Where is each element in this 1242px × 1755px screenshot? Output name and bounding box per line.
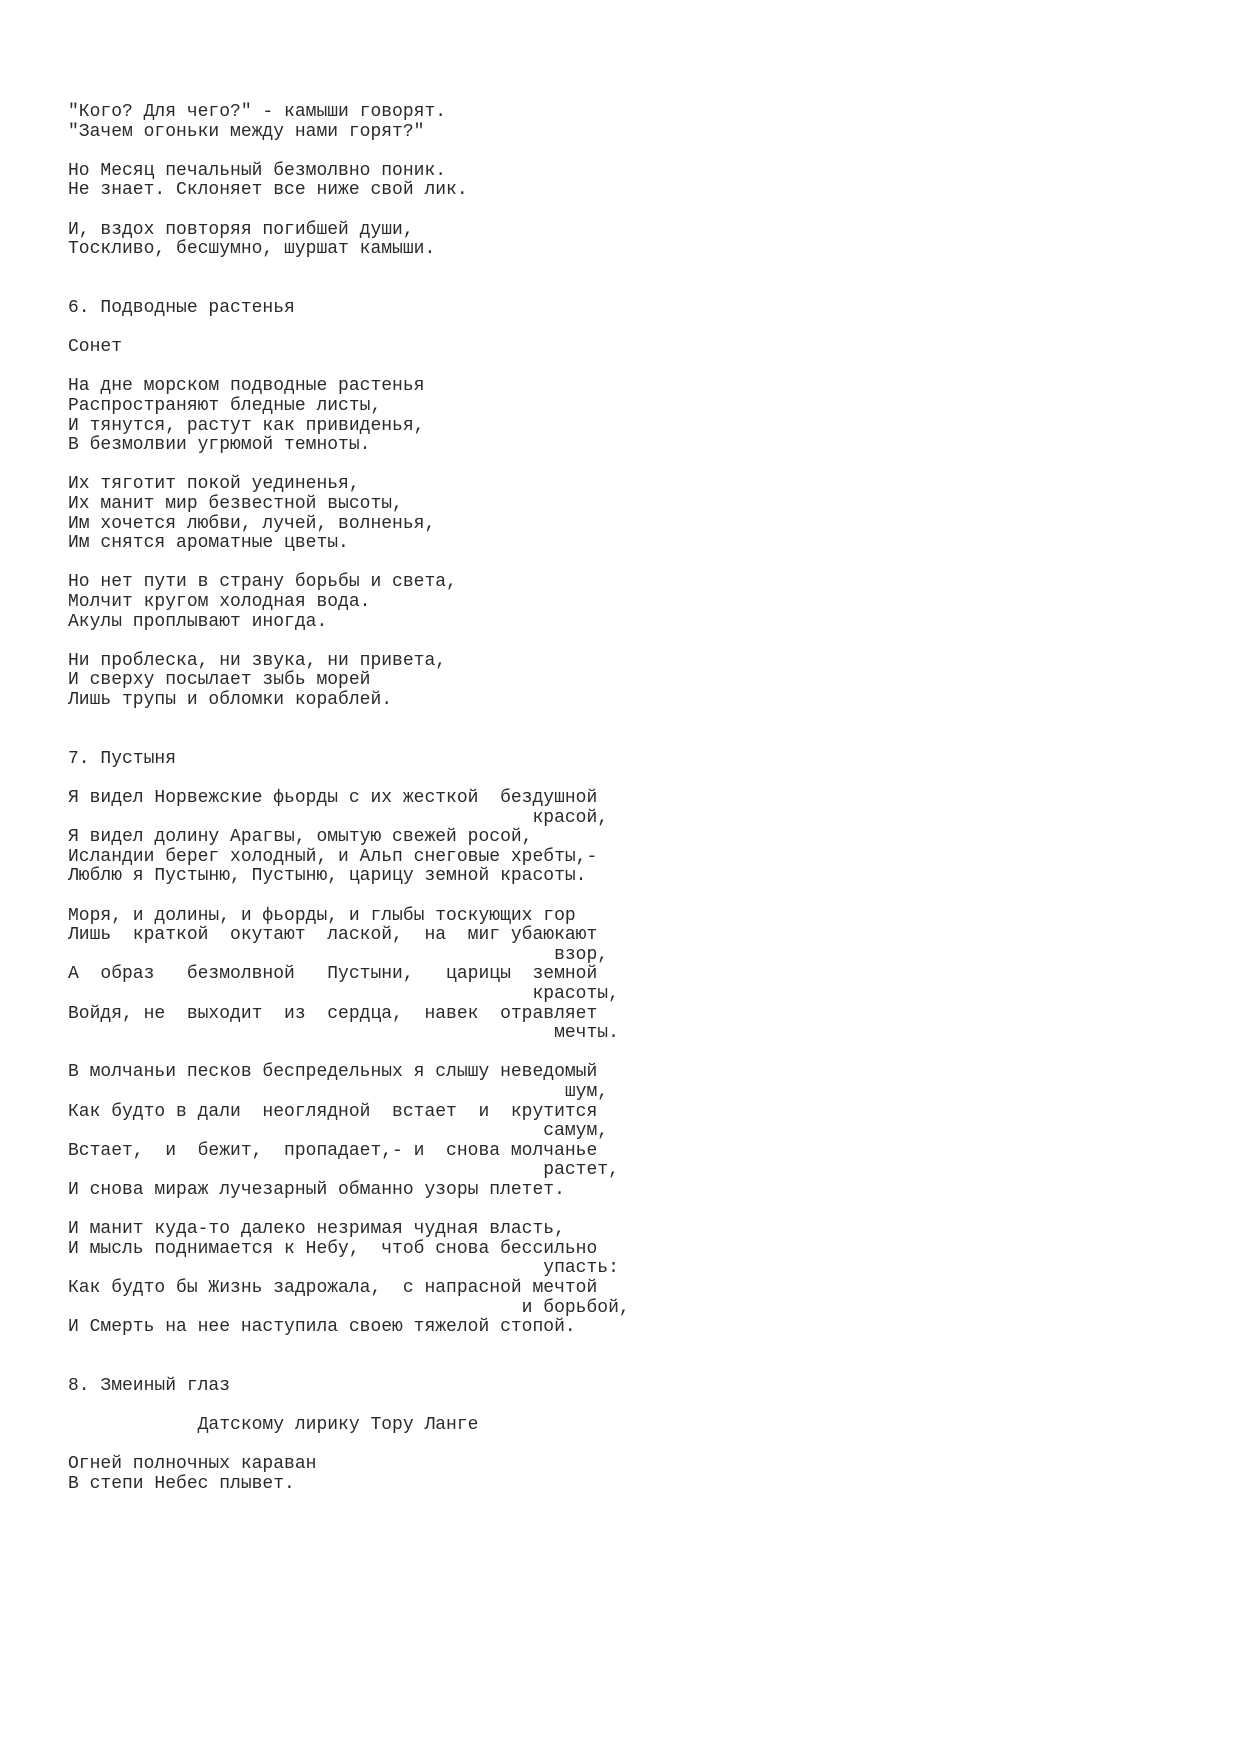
text-line: Войдя, не выходит из сердца, навек отравляет — [68, 1003, 598, 1024]
text-line: Я видел долину Арагвы, омытую свежей росой, — [68, 827, 533, 848]
text-line: красой, — [68, 807, 609, 828]
text-line: 8. Змеиный глаз — [68, 1376, 231, 1396]
text-line: В степи Небес плывет. — [68, 1474, 295, 1494]
text-line: Лишь трупы и обломки кораблей. — [68, 690, 393, 710]
text-line: Но нет пути в страну борьбы и света, — [68, 572, 457, 593]
text-line: Не знает. Склоняет все ниже свой лик. — [68, 180, 468, 201]
text-line: красоты, — [68, 984, 619, 1004]
text-line: самум, — [68, 1121, 609, 1142]
text-line: Сонет — [68, 337, 123, 358]
text-line: Тоскливо, бесшумно, шуршат камыши. — [68, 239, 436, 260]
text-line: "Кого? Для чего?" - камыши говорят. — [68, 102, 447, 122]
text-line: Ни проблеска, ни звука, ни привета, — [68, 650, 447, 671]
text-line: упасть: — [68, 1258, 619, 1279]
text-line: и борьбой, — [68, 1297, 630, 1318]
text-line: растет, — [68, 1160, 619, 1181]
text-line: Огней полночных караван — [68, 1454, 317, 1475]
text-line: Как будто в дали неоглядной встает и крутится — [68, 1101, 598, 1122]
text-line: На дне морском подводные растенья — [68, 376, 425, 397]
text-line: И тянутся, растут как привиденья, — [68, 415, 425, 436]
text-line: мечты. — [68, 1023, 619, 1044]
text-line: И снова мираж лучезарный обманно узоры плетет. — [68, 1180, 565, 1200]
text-line: "Зачем огоньки между нами горят?" — [68, 121, 425, 142]
text-line: Датскому лирику Тору Ланге — [68, 1415, 479, 1436]
text-line: Акулы проплывают иногда. — [68, 611, 328, 632]
text-line: Им хочется любви, лучей, волненья, — [68, 513, 436, 534]
text-line: Лишь краткой окутают лаской, на миг убаюкают — [68, 925, 598, 946]
text-line: шум, — [68, 1082, 609, 1102]
text-line: 6. Подводные растенья — [68, 298, 295, 318]
text-line: И манит куда-то далеко незримая чудная власть, — [68, 1219, 565, 1240]
text-line: Их манит мир безвестной высоты, — [68, 494, 403, 514]
text-line: Моря, и долины, и фьорды, и глыбы тоскующих гор — [68, 905, 576, 926]
text-line: Люблю я Пустыню, Пустыню, царицу земной красоты. — [68, 866, 587, 887]
text-line: взор, — [68, 944, 609, 965]
text-line: Молчит кругом холодная вода. — [68, 592, 371, 612]
text-line: И Смерть на нее наступила своею тяжелой стопой. — [68, 1317, 576, 1338]
text-line: В молчаньи песков беспредельных я слышу неведомый — [68, 1062, 598, 1083]
text-line: И сверху посылает зыбь морей — [68, 670, 371, 691]
text-line: 7. Пустыня — [68, 748, 177, 769]
text-line: Им снятся ароматные цветы. — [68, 533, 349, 554]
text-line: Их тяготит покой уединенья, — [68, 474, 360, 495]
text-line: Как будто бы Жизнь задрожала, с напрасной мечтой — [68, 1278, 598, 1298]
text-line: А образ безмолвной Пустыни, царицы земной — [68, 964, 598, 985]
text-line: И, вздох повторяя погибшей души, — [68, 219, 414, 240]
text-line: Встает, и бежит, пропадает,- и снова молчанье — [68, 1140, 598, 1161]
text-line: Исландии берег холодный, и Альп снеговые хребты,- — [68, 846, 598, 867]
text-line: Я видел Норвежские фьорды с их жесткой бездушной — [68, 788, 598, 808]
text-line: Но Месяц печальный безмолвно поник. — [68, 160, 447, 181]
text-line: В безмолвии угрюмой темноты. — [68, 435, 371, 456]
text-line: Распространяют бледные листы, — [68, 396, 382, 416]
text-line: И мысль поднимается к Небу, чтоб снова бессильно — [68, 1238, 598, 1259]
